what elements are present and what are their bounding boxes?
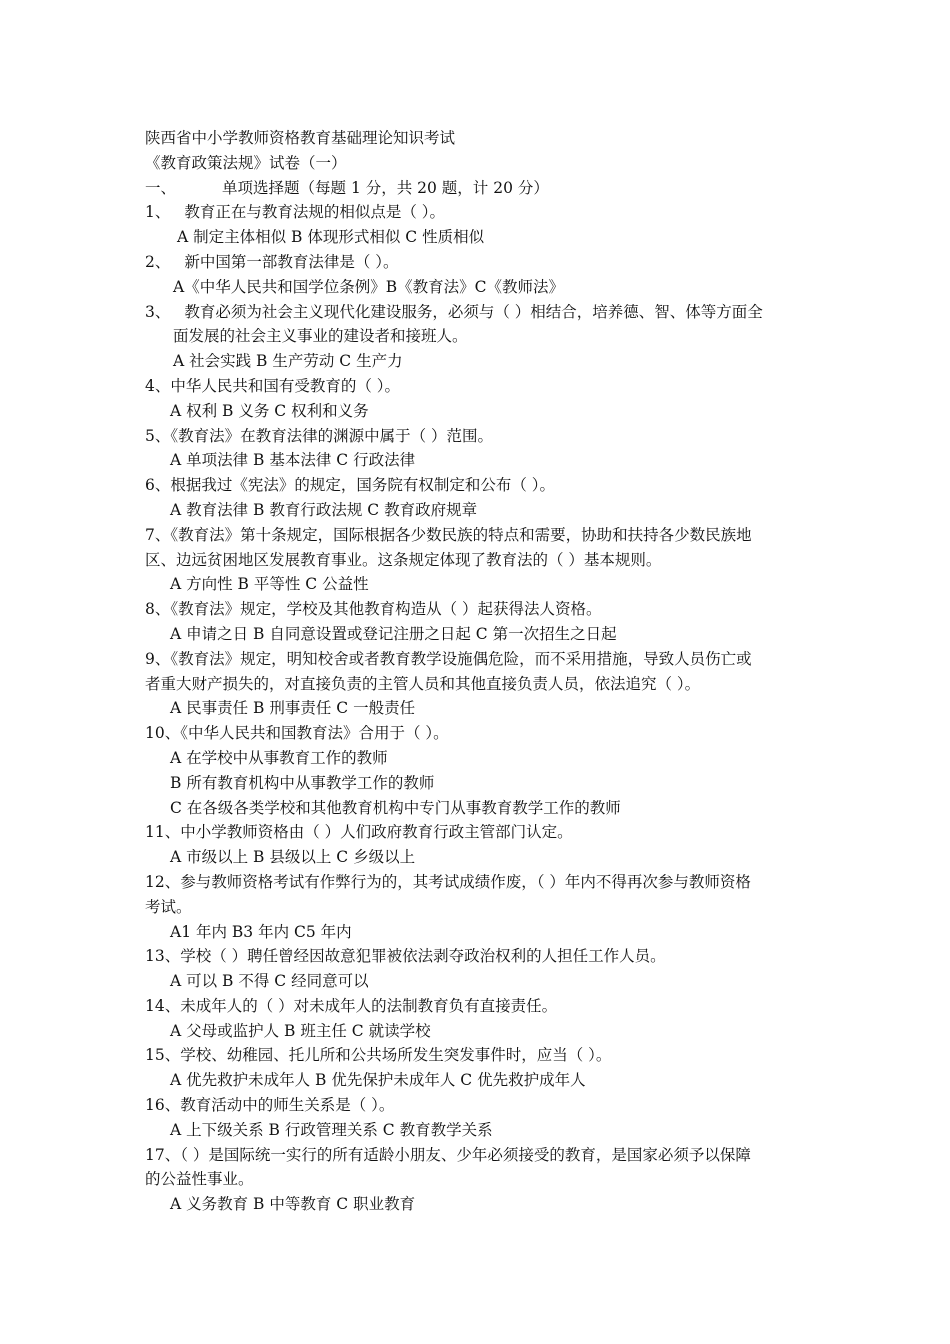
question-text: 《中华人民共和国教育法》合用于（ ）。	[180, 724, 449, 743]
question-number: 13、	[145, 947, 181, 966]
question-10-option-a: A 在学校中从事教育工作的教师	[170, 748, 388, 767]
question-6	[145, 473, 810, 498]
question-1-options: A 制定主体相似 B 体现形式相似 C 性质相似	[177, 228, 485, 247]
question-3-options: A 社会实践 B 生产劳动 C 生产力	[173, 352, 403, 371]
question-text: 新中国第一部教育法律是（ ）。	[184, 252, 399, 271]
question-number: 2、	[145, 252, 171, 271]
question-text: 《教育法》在教育法律的渊源中属于（ ）范围。	[170, 426, 494, 445]
question-5	[145, 424, 810, 449]
question-15	[145, 1043, 810, 1068]
question-8-options: A 申请之日 B 自同意设置或登记注册之日起 C 第一次招生之日起	[170, 624, 617, 643]
section-heading-text: 单项选择题（每题 1 分，共 20 题，计 20 分）	[222, 178, 549, 197]
question-13	[145, 944, 810, 969]
document-body	[145, 126, 810, 1217]
question-text: 中小学教师资格由（ ）人们政府教育行政主管部门认定。	[180, 823, 573, 842]
question-9-options: A 民事责任 B 刑事责任 C 一般责任	[170, 699, 416, 718]
question-text: 未成年人的（ ）对未成年人的法制教育负有直接责任。	[180, 996, 558, 1015]
question-text: 参与教师资格考试有作弊行为的，其考试成绩作废，（ ）年内不得再次参与教师资格	[180, 872, 751, 891]
question-12	[145, 870, 810, 895]
question-number: 5、	[145, 426, 171, 445]
section-number: 一、	[145, 178, 177, 197]
question-number: 6、	[145, 476, 171, 495]
question-number: 15、	[145, 1046, 181, 1065]
question-2-options: A《中华人民共和国学位条例》B《教育法》C《教师法》	[173, 277, 564, 296]
question-4-options: A 权利 B 义务 C 权利和义务	[170, 401, 369, 420]
question-text: 中华人民共和国有受教育的（ ）。	[170, 376, 401, 395]
question-number: 10、	[145, 724, 181, 743]
question-8	[145, 597, 810, 622]
question-number: 9、	[145, 649, 171, 668]
question-1	[145, 200, 810, 225]
question-5-options: A 单项法律 B 基本法律 C 行政法律	[170, 451, 416, 470]
question-10	[145, 721, 810, 746]
question-text: 《教育法》规定，明知校舍或者教育教学设施偶危险，而不采用措施，导致人员伤亡或	[170, 649, 752, 668]
document-title: 陕西省中小学教师资格教育基础理论知识考试	[145, 129, 456, 147]
question-17-continuation: 的公益性事业。	[145, 1170, 254, 1189]
question-11	[145, 820, 810, 845]
question-number: 11、	[145, 823, 181, 842]
question-17-options: A 义务教育 B 中等教育 C 职业教育	[170, 1195, 416, 1214]
question-text: 教育正在与教育法规的相似点是（ ）。	[184, 203, 446, 222]
question-9	[145, 647, 810, 672]
question-number: 8、	[145, 600, 171, 619]
question-text: 根据我过《宪法》的规定，国务院有权制定和公布（ ）。	[170, 476, 556, 495]
document-subtitle: 《教育政策法规》试卷（一）	[145, 153, 347, 172]
question-12-options: A1 年内 B3 年内 C5 年内	[170, 922, 352, 941]
question-number: 4、	[145, 376, 171, 395]
question-6-options: A 教育法律 B 教育行政法规 C 教育政府规章	[170, 500, 478, 519]
question-14-options: A 父母或监护人 B 班主任 C 就读学校	[170, 1021, 431, 1040]
question-16-options: A 上下级关系 B 行政管理关系 C 教育教学关系	[170, 1120, 493, 1139]
question-text: 学校、幼稚园、托儿所和公共场所发生突发事件时，应当（ ）。	[180, 1046, 612, 1065]
question-13-options: A 可以 B 不得 C 经同意可以	[170, 972, 369, 991]
question-3-continuation: 面发展的社会主义事业的建设者和接班人。	[173, 327, 468, 346]
question-text: 教育活动中的师生关系是（ ）。	[180, 1096, 395, 1115]
question-text: （ ）是国际统一实行的所有适龄小朋友、少年必须接受的教育，是国家必须予以保障	[180, 1145, 751, 1164]
question-16	[145, 1093, 810, 1118]
question-number: 3、	[145, 302, 171, 321]
question-9-continuation: 者重大财产损失的，对直接负责的主管人员和其他直接负责人员，依法追究（ ）。	[145, 674, 701, 693]
question-number: 16、	[145, 1096, 181, 1115]
question-10-option-b: B 所有教育机构中从事教学工作的教师	[170, 773, 435, 792]
question-7-options: A 方向性 B 平等性 C 公益性	[170, 575, 369, 594]
question-12-continuation: 考试。	[145, 897, 192, 916]
question-15-options: A 优先救护未成年人 B 优先保护未成年人 C 优先救护成年人	[170, 1071, 586, 1090]
question-17	[145, 1143, 810, 1168]
question-text: 学校（ ）聘任曾经因故意犯罪被依法剥夺政治权利的人担任工作人员。	[180, 947, 666, 966]
question-4	[145, 374, 810, 399]
question-3	[145, 300, 810, 325]
section-heading	[145, 176, 810, 201]
question-number: 14、	[145, 996, 181, 1015]
question-10-option-c: C 在各级各类学校和其他教育机构中专门从事教育教学工作的教师	[170, 798, 621, 817]
question-number: 1、	[145, 203, 171, 222]
question-text: 教育必须为社会主义现代化建设服务，必须与（ ）相结合，培养德、智、体等方面全	[184, 302, 763, 321]
question-7-continuation: 区、边远贫困地区发展教育事业。这条规定体现了教育法的（ ）基本规则。	[145, 550, 662, 569]
question-2	[145, 250, 810, 275]
question-7	[145, 523, 810, 548]
question-text: 《教育法》规定，学校及其他教育构造从（ ）起获得法人资格。	[170, 600, 602, 619]
question-number: 7、	[145, 525, 171, 544]
question-text: 《教育法》第十条规定，国际根据各少数民族的特点和需要，协助和扶持各少数民族地	[170, 525, 752, 544]
question-number: 12、	[145, 872, 181, 891]
question-14	[145, 994, 810, 1019]
question-11-options: A 市级以上 B 县级以上 C 乡级以上	[170, 848, 416, 867]
question-number: 17、	[145, 1145, 181, 1164]
